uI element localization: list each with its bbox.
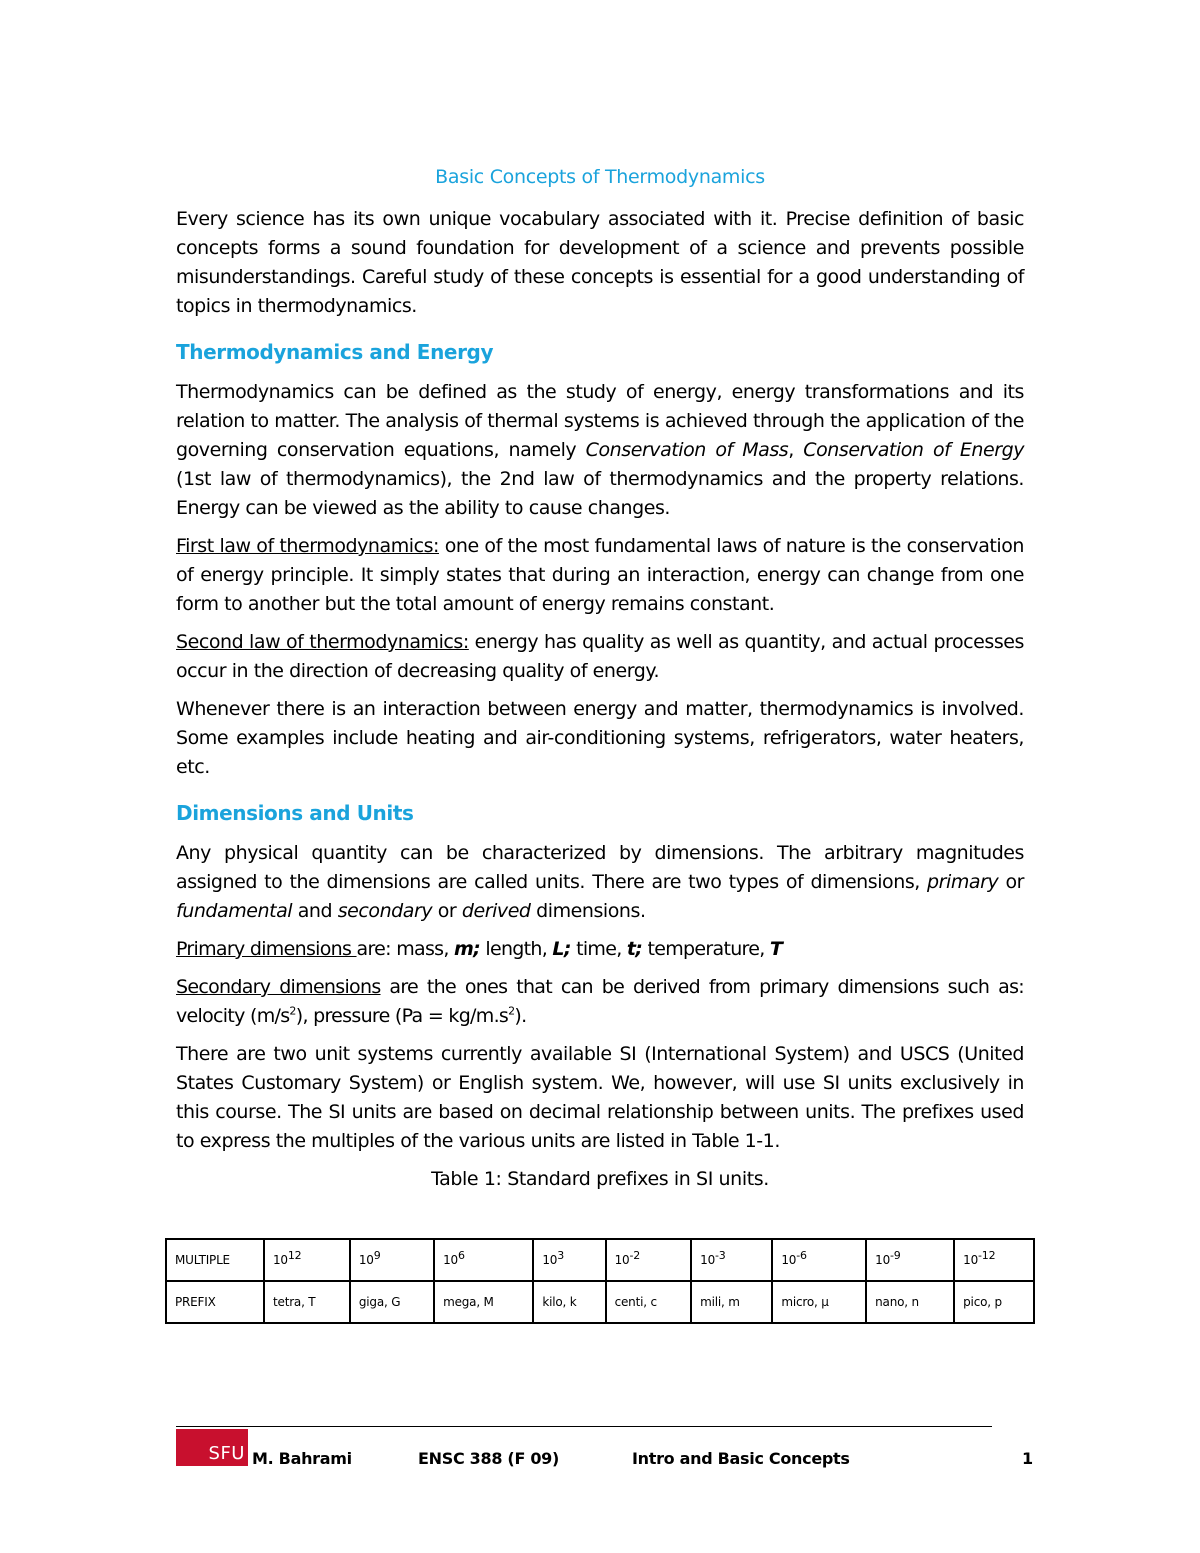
base: 10	[963, 1253, 979, 1267]
text: are: mass,	[356, 938, 455, 960]
multiple-cell	[866, 1239, 954, 1281]
exponent: -2	[629, 1249, 641, 1262]
base: 10	[273, 1253, 288, 1267]
prefix-cell: tetra, T	[264, 1281, 350, 1323]
footer-author: M. Bahrami	[252, 1449, 352, 1468]
primary-dimensions-paragraph	[176, 935, 1024, 964]
first-law-text: one of the most fundamental laws of nature is the conservation of energy principle. It simply states that during an interaction, energy can change from one form to another but the total amount of energy remains constant.	[176, 535, 1024, 615]
text: time,	[570, 938, 627, 960]
text: dimensions.	[530, 900, 646, 922]
table-row	[166, 1281, 1034, 1323]
multiple-cell	[606, 1239, 692, 1281]
text: ,	[788, 439, 804, 461]
footer-course: ENSC 388 (F 09)	[418, 1449, 560, 1468]
secondary-dimensions-paragraph	[176, 973, 1024, 1031]
exponent: 6	[457, 1249, 465, 1262]
first-law-label: First law of thermodynamics:	[176, 535, 439, 557]
exponent: -9	[890, 1249, 901, 1262]
sfu-logo	[176, 1429, 248, 1466]
second-law-paragraph	[176, 628, 1024, 686]
text: and	[292, 900, 338, 922]
prefix-cell: kilo, k	[533, 1281, 605, 1323]
term-secondary: secondary	[337, 900, 433, 922]
footer-topic: Intro and Basic Concepts	[632, 1449, 850, 1468]
base: 10	[781, 1253, 797, 1267]
superscript: 2	[508, 1004, 515, 1018]
second-law-label: Second law of thermodynamics:	[176, 631, 469, 653]
base: 10	[614, 1253, 630, 1267]
row-label-multiple: MULTIPLE	[166, 1239, 264, 1281]
base: 10	[443, 1253, 458, 1267]
exponent: 9	[373, 1249, 381, 1262]
prefix-cell: pico, p	[954, 1281, 1034, 1323]
section-heading-units: Dimensions and Units	[176, 801, 414, 825]
exponent: -6	[796, 1249, 807, 1262]
prefix-cell: micro, µ	[772, 1281, 866, 1323]
dimensions-paragraph	[176, 839, 1024, 926]
text: Any physical quantity can be characterized by dimensions. The arbitrary magnitudes assigned to the dimensions are called units. There are two types of dimensions,	[176, 842, 1024, 893]
text: or	[432, 900, 462, 922]
second-law-text: energy has quality as well as quantity, and actual processes occur in the direction of decreasing quality of energy.	[176, 631, 1024, 682]
exponent: -12	[978, 1249, 996, 1262]
unit-systems-paragraph: There are two unit systems currently available SI (International System) and USCS (United States Customary System) or English system. We, however, will use SI units exclusively in this course. The SI units are based on decimal relationship between units. The prefixes used to express the multiples of the various units are listed in Table 1-1.	[176, 1043, 1024, 1152]
first-law-paragraph	[176, 532, 1024, 619]
multiple-cell	[691, 1239, 772, 1281]
logo-text: SFU	[208, 1443, 245, 1464]
multiple-cell	[772, 1239, 866, 1281]
secondary-dimensions-label: Secondary dimensions	[176, 976, 381, 998]
multiple-cell	[264, 1239, 350, 1281]
superscript: 2	[289, 1004, 296, 1018]
base: 10	[358, 1253, 374, 1267]
symbol-mass: m;	[454, 938, 481, 960]
multiple-cell	[533, 1239, 605, 1281]
multiple-cell	[434, 1239, 533, 1281]
section-heading-energy: Thermodynamics and Energy	[176, 340, 494, 364]
term-primary: primary	[927, 871, 999, 893]
term-derived: derived	[461, 900, 531, 922]
conservation-of-energy: Conservation of Energy	[803, 439, 1024, 461]
text: ).	[514, 1005, 527, 1027]
text: are the ones that can be derived from primary dimensions such as: velocity (m/s	[176, 976, 1024, 1027]
multiple-cell	[954, 1239, 1034, 1281]
table-row	[166, 1239, 1034, 1281]
base: 10	[542, 1253, 558, 1267]
symbol-temperature: T	[769, 938, 783, 960]
conservation-of-mass: Conservation of Mass	[585, 439, 789, 461]
text: Thermodynamics can be defined as the study of energy, energy transformations and its relation to matter. The analysis of thermal systems is achieved through the application of the governing conservation equations, namely	[176, 381, 1024, 461]
symbol-length: L;	[552, 938, 571, 960]
base: 10	[875, 1253, 891, 1267]
intro-paragraph: Every science has its own unique vocabulary associated with it. Precise definition of basic concepts forms a sound foundation for development of a science and prevents possible misunderstandings. Careful study of these concepts is essential for a good understanding of topics in thermodynamics.	[176, 208, 1024, 317]
examples-paragraph: Whenever there is an interaction between energy and matter, thermodynamics is involved. Some examples include heating and air-conditioning systems, refrigerators, water heaters, etc.	[176, 698, 1024, 778]
prefix-cell: mega, M	[434, 1281, 533, 1323]
multiple-cell	[350, 1239, 434, 1281]
exponent: -3	[715, 1249, 726, 1262]
exponent: 3	[557, 1249, 565, 1262]
document-body	[176, 166, 1024, 1204]
text: length,	[480, 938, 553, 960]
table-caption: Table 1: Standard prefixes in SI units.	[431, 1168, 769, 1190]
base: 10	[700, 1253, 716, 1267]
energy-paragraph	[176, 378, 1024, 523]
document-title: Basic Concepts of Thermodynamics	[435, 166, 765, 188]
text: (1st law of thermodynamics), the 2nd law of thermodynamics and the property relations. Energy can be viewed as the ability to cause changes.	[176, 468, 1024, 519]
primary-dimensions-label: Primary dimensions	[176, 938, 357, 960]
footer-page-number: 1	[1022, 1449, 1033, 1468]
prefix-cell: nano, n	[866, 1281, 954, 1323]
row-label-prefix: PREFIX	[166, 1281, 264, 1323]
si-prefix-table	[165, 1238, 1035, 1324]
term-fundamental: fundamental	[176, 900, 293, 922]
prefix-cell: mili, m	[691, 1281, 772, 1323]
prefix-cell: giga, G	[350, 1281, 434, 1323]
footer-divider	[176, 1426, 992, 1427]
exponent: 12	[287, 1249, 302, 1262]
symbol-time: t;	[626, 938, 643, 960]
prefix-cell: centi, c	[606, 1281, 692, 1323]
text: or	[998, 871, 1024, 893]
text: ), pressure (Pa = kg/m.s	[295, 1005, 509, 1027]
text: temperature,	[642, 938, 770, 960]
